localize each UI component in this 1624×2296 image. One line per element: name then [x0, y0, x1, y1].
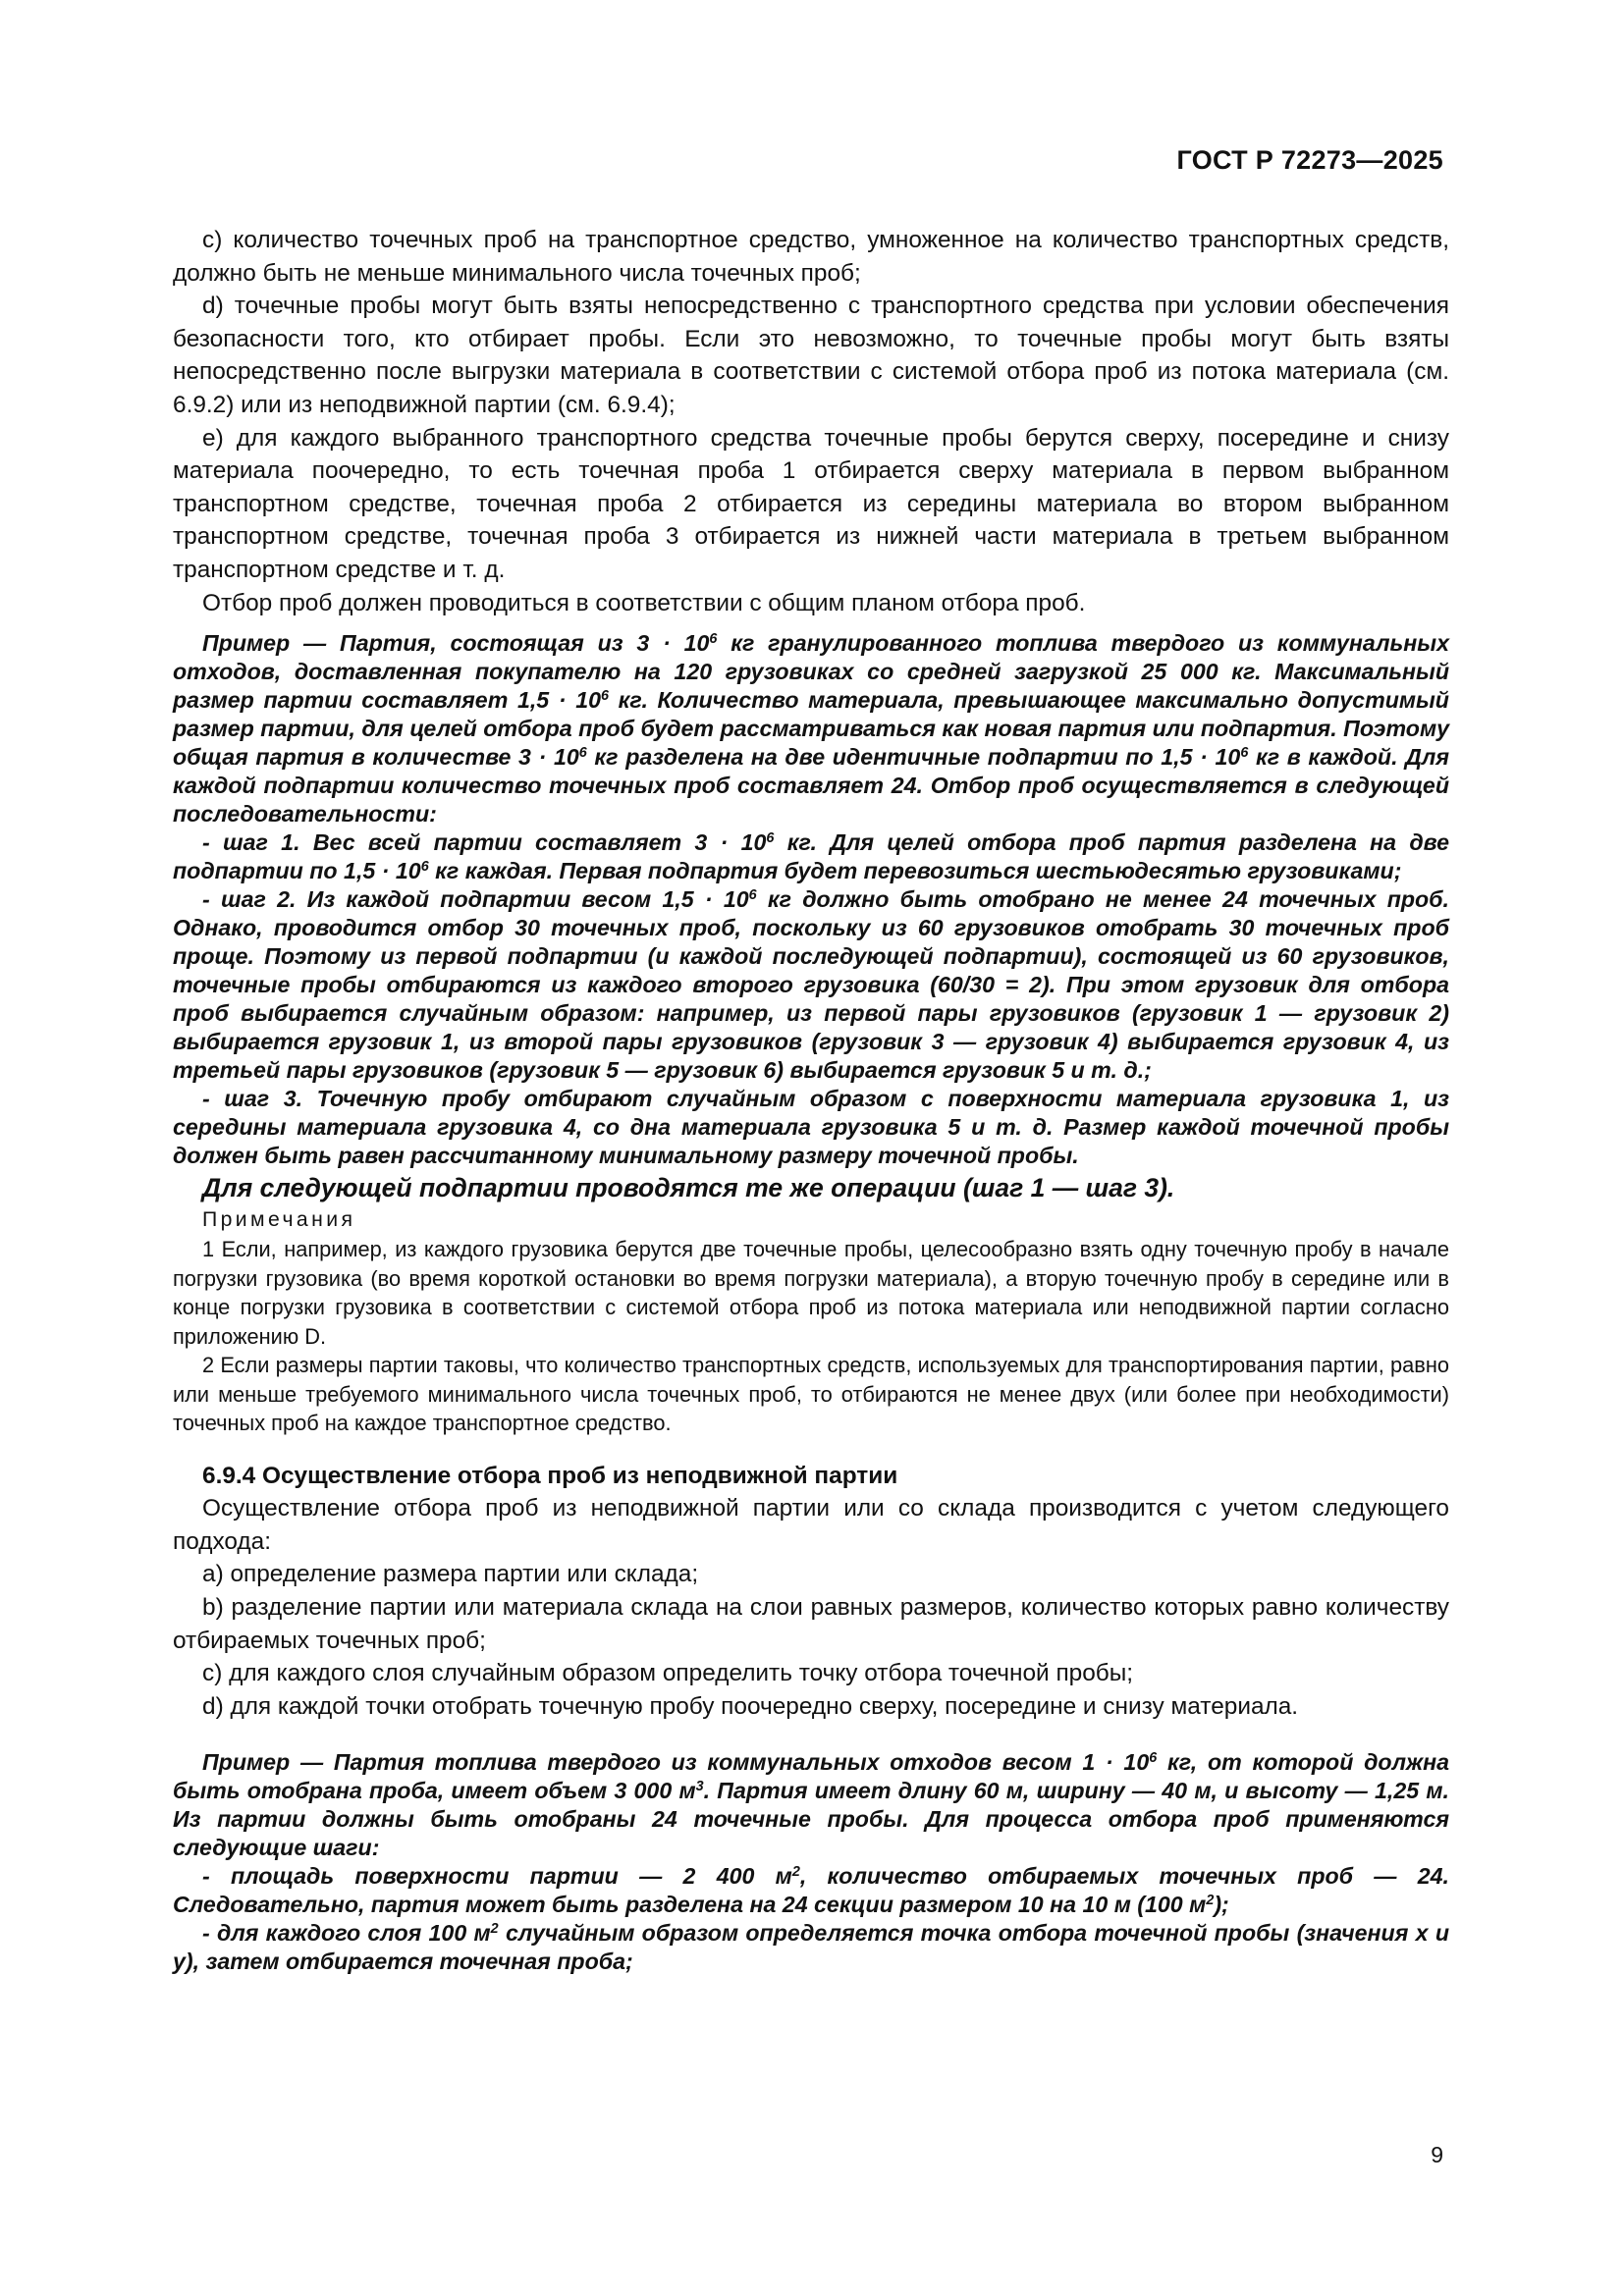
example-2-step-area: - площадь поверхности партии — 2 400 $м^2$, количество отбираемых точечных проб — 24. Следовательно, партия может быть разделена на 24 секции размером 10 на 10 м (100 $м^2$);: [173, 1863, 1449, 1918]
section-item-b: b) разделение партии или материала склада на слои равных размеров, количество которых равно количеству отбираемых точечных проб;: [173, 1594, 1449, 1654]
example-1-step-2: - шаг 2. Из каждой подпартии весом $1,5 \cdot 10^6$ кг должно быть отобрано не менее 24 точечных проб. Однако, проводится отбор 30 точечных проб, поскольку из 60 грузовиков отобрать 30 точечных проб проще. Поэтому из первой подпартии (и каждой последующей подпартии), состоящей из 60 грузовиков, точечные пробы отбираются из каждого второго грузовика (60/30 = 2). При этом грузовик для отбора проб выбирается случайным образом: например, из первой пары грузовиков (грузовик 1 — грузовик 2) выбирается грузовик 1, из второй пары грузовиков (грузовик 3 — грузовик 4) выбирается грузовик 4, из третьей пары грузовиков (грузовик 5 — грузовик 6) выбирается грузовик 5 и т. д.;: [173, 886, 1449, 1084]
note-2: 2 Если размеры партии таковы, что количество транспортных средств, используемых для транспортирования партии, равно или меньше требуемого минимального числа точечных проб, то отбираются не менее двух (или более при необходимости) точечных проб на каждое транспортное средство.: [173, 1353, 1449, 1436]
example-1-next-subbatch: Для следующей подпартии проводятся те же операции (шаг 1 — шаг 3).: [202, 1173, 1175, 1203]
section-item-c: c) для каждого слоя случайным образом определить точку отбора точечной пробы;: [202, 1660, 1134, 1687]
list-item-c: c) количество точечных проб на транспортное средство, умноженное на количество транспортных средств, должно быть не меньше минимального числа точечных проб;: [173, 227, 1449, 287]
example-1-intro: Пример — Партия, состоящая из $3 \cdot 10^6$ кг гранулированного топлива твердого из коммунальных отходов, доставленная покупателю на 120 грузовиках со средней загрузкой 25 000 кг. Максимальный размер партии составляет $1,5 \cdot 10^6$ кг. Количество материала, превышающее максимально допустимый размер партии, для целей отбора проб будет рассматриваться как новая партия или подпартия. Поэтому общая партия в количестве $3 \cdot 10^6$ кг разделена на две идентичные подпартии по $1,5 \cdot 10^6$ кг в каждой. Для каждой подпартии количество точечных проб составляет 24. Отбор проб осуществляется в следующей последовательности:: [173, 630, 1449, 828]
section-item-d: d) для каждой точки отобрать точечную пробу поочередно сверху, посередине и снизу материала.: [202, 1692, 1299, 1720]
example-2-intro: Пример — Партия топлива твердого из коммунальных отходов весом $1 \cdot 10^6$ кг, от которой должна быть отобрана проба, имеет объем 3 000 $м^3$. Партия имеет длину 60 м, ширину — 40 м, и высоту — 1,25 м. Из партии должны быть отобраны 24 точечные пробы. Для процесса отбора проб применяются следующие шаги:: [173, 1749, 1449, 1861]
section-intro: Осуществление отбора проб из неподвижной партии или со склада производится с учетом следующего подхода:: [173, 1495, 1449, 1555]
notes-title: Примечания: [202, 1208, 356, 1232]
list-item-e: e) для каждого выбранного транспортного средства точечные пробы берутся сверху, посередине и снизу материала поочередно, то есть точечная проба 1 отбирается сверху материала в первом выбранном транспортном средстве, точечная проба 2 отбирается из середины материала во втором выбранном транспортном средстве, точечная проба 3 отбирается из нижней части материала в третьем выбранном транспортном средстве и т. д.: [173, 424, 1449, 583]
example-1-step-1: - шаг 1. Вес всей партии составляет $3 \cdot 10^6$ кг. Для целей отбора проб партия разделена на две подпартии по $1,5 \cdot 10^6$ кг каждая. Первая подпартия будет перевозиться шестьюдесятью грузовиками;: [173, 829, 1449, 884]
section-heading: 6.9.4 Осуществление отбора проб из неподвижной партии: [202, 1462, 898, 1489]
page-number: 9: [1431, 2142, 1443, 2167]
sampling-plan-sentence: Отбор проб должен проводиться в соответствии с общим планом отбора проб.: [202, 589, 1086, 616]
list-item-d: d) точечные пробы могут быть взяты непосредственно с транспортного средства при условии обеспечения безопасности того, кто отбирает пробы. Если это невозможно, то точечные пробы могут быть взяты непосредственно после выгрузки материала в соответствии с системой отбора проб из потока материала (см. 6.9.2) или из неподвижной партии (см. 6.9.4);: [173, 293, 1449, 418]
section-item-a: a) определение размера партии или склада;: [202, 1561, 699, 1588]
page-body: [173, 224, 1449, 1976]
note-1: 1 Если, например, из каждого грузовика берутся две точечные пробы, целесообразно взять одну точечную пробу в начале погрузки грузовика (во время короткой остановки во время погрузки материала), а вторую точечную пробу в середине или в конце погрузки грузовика в соответствии с системой отбора проб из потока материала или неподвижной партии согласно приложению D.: [173, 1237, 1449, 1349]
example-2-step-layer: - для каждого слоя 100 $м^2$ случайным образом определяется точка отбора точечной пробы (значения x и y), затем отбирается точечная проба;: [173, 1920, 1449, 1975]
document-id: ГОСТ Р 72273—2025: [1176, 145, 1443, 175]
example-1-step-3: - шаг 3. Точечную пробу отбирают случайным образом с поверхности материала грузовика 1, из середины материала грузовика 4, со дна материала грузовика 5 и т. д. Размер каждой точечной пробы должен быть равен рассчитанному минимальному размеру точечной пробы.: [173, 1086, 1449, 1169]
